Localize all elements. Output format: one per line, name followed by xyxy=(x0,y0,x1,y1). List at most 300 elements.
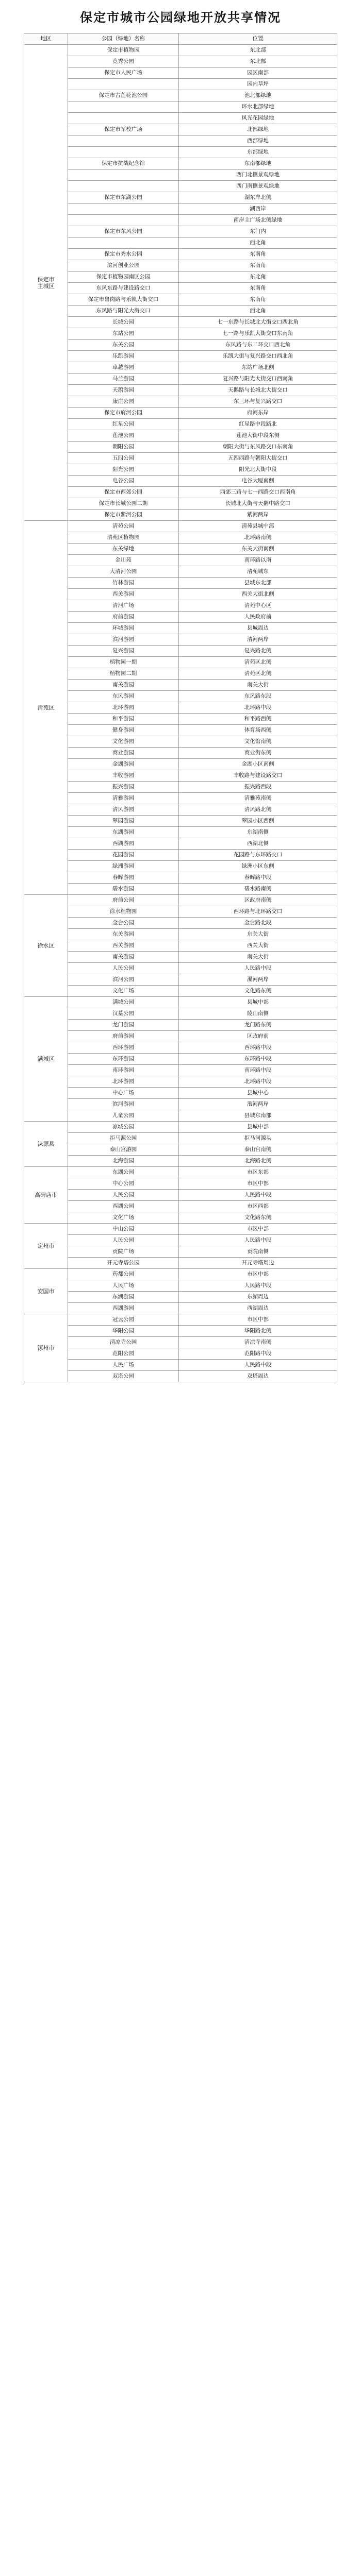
table-row xyxy=(24,986,337,997)
table-row xyxy=(24,90,337,101)
table-row xyxy=(24,532,337,544)
location-cell: 东南部绿地 xyxy=(179,158,337,170)
park-name-cell: 春晖游园 xyxy=(68,872,179,884)
location-cell: 市区中部 xyxy=(179,1314,337,1326)
park-name-cell: 滨河创业公园 xyxy=(68,260,179,272)
location-cell: 清风路北侧 xyxy=(179,804,337,816)
location-cell: 园区南部 xyxy=(179,67,337,79)
table-row xyxy=(24,317,337,328)
table-row xyxy=(24,782,337,793)
location-cell: 范阳路中段 xyxy=(179,1348,337,1360)
location-cell: 西郊三路与七一西路交口西南角 xyxy=(179,487,337,498)
location-cell: 清苑中心区 xyxy=(179,600,337,612)
table-row xyxy=(24,1156,337,1167)
location-cell: 清苑县城中部 xyxy=(179,521,337,532)
header-district: 地区 xyxy=(24,33,68,45)
table-row xyxy=(24,1337,337,1348)
location-cell: 清苑城东 xyxy=(179,566,337,578)
table-row xyxy=(24,1314,337,1326)
table-row xyxy=(24,566,337,578)
location-cell: 县城中部 xyxy=(179,1122,337,1133)
table-row xyxy=(24,1144,337,1156)
table-row xyxy=(24,770,337,782)
table-row xyxy=(24,589,337,600)
table-row xyxy=(24,838,337,850)
park-name-cell: 金台公园 xyxy=(68,918,179,929)
park-name-cell: 徐水植物园 xyxy=(68,906,179,918)
location-cell: 红星路中段路北 xyxy=(179,419,337,430)
park-name-cell: 大清河公园 xyxy=(68,566,179,578)
park-name-cell: 竹林游园 xyxy=(68,578,179,589)
location-cell: 清苑区北侧 xyxy=(179,668,337,680)
table-row xyxy=(24,1076,337,1088)
table-row xyxy=(24,272,337,283)
location-cell: 市区中部 xyxy=(179,1224,337,1235)
location-cell: 北海路北侧 xyxy=(179,1156,337,1167)
table-row xyxy=(24,238,337,249)
table-header-row xyxy=(24,33,337,45)
table-row xyxy=(24,1348,337,1360)
park-name-cell: 范阳公园 xyxy=(68,1348,179,1360)
park-name-cell: 保定市东湖公园 xyxy=(68,192,179,204)
park-name-cell: 滨河游园 xyxy=(68,634,179,646)
table-row xyxy=(24,340,337,351)
location-cell: 西湖北侧 xyxy=(179,838,337,850)
park-name-cell: 保定市抗战纪念馆 xyxy=(68,158,179,170)
park-name-cell: 西关游园 xyxy=(68,940,179,952)
park-name-cell: 西环游园 xyxy=(68,1042,179,1054)
park-name-cell xyxy=(68,101,179,113)
park-name-cell: 满城公园 xyxy=(68,997,179,1008)
park-name-cell: 保定市秀水公园 xyxy=(68,249,179,260)
park-name-cell: 儿童公园 xyxy=(68,1110,179,1122)
park-name-cell: 朝阳公园 xyxy=(68,442,179,453)
location-cell: 县城东北部 xyxy=(179,578,337,589)
location-cell: 碧水路南侧 xyxy=(179,884,337,895)
park-name-cell: 保定市鲁岗路与乐凯大街交口 xyxy=(68,294,179,306)
district-cell: 定州市 xyxy=(24,1224,68,1269)
location-cell: 丰收路与建设路交口 xyxy=(179,770,337,782)
park-name-cell: 和平游园 xyxy=(68,714,179,725)
location-cell: 东南角 xyxy=(179,283,337,294)
location-cell: 西湖周边 xyxy=(179,1303,337,1314)
park-name-cell: 西湖游园 xyxy=(68,1303,179,1314)
park-table-container xyxy=(24,33,337,1382)
park-name-cell xyxy=(68,147,179,158)
district-cell: 安国市 xyxy=(24,1269,68,1314)
table-row xyxy=(24,1292,337,1303)
location-cell: 区政府南侧 xyxy=(179,895,337,906)
location-cell: 园内草坪 xyxy=(179,79,337,90)
location-cell: 东北角 xyxy=(179,272,337,283)
location-cell: 北环路中段 xyxy=(179,702,337,714)
location-cell: 东环路中段 xyxy=(179,1054,337,1065)
park-name-cell: 冠云公园 xyxy=(68,1314,179,1326)
table-row xyxy=(24,1371,337,1382)
park-name-cell: 保定市古莲花池公园 xyxy=(68,90,179,101)
table-row xyxy=(24,204,337,215)
park-name-cell: 人民公园 xyxy=(68,1235,179,1246)
table-row xyxy=(24,147,337,158)
table-row xyxy=(24,170,337,181)
table-row xyxy=(24,1088,337,1099)
location-cell: 长城北大街与天鹅中路交口 xyxy=(179,498,337,510)
park-name-cell: 保定市植物园 xyxy=(68,45,179,56)
park-name-cell: 环城游园 xyxy=(68,623,179,634)
park-name-cell: 东关游园 xyxy=(68,929,179,940)
table-row xyxy=(24,408,337,419)
table-row xyxy=(24,1303,337,1314)
park-name-cell: 保定市长城公园二期 xyxy=(68,498,179,510)
location-cell: 瀑河两岸 xyxy=(179,974,337,986)
table-row xyxy=(24,884,337,895)
district-cell: 徐水区 xyxy=(24,895,68,997)
park-name-cell: 电谷公园 xyxy=(68,476,179,487)
table-row xyxy=(24,351,337,362)
park-name-cell: 中心公园 xyxy=(68,1178,179,1190)
location-cell: 天鹅路与长城北大街交口 xyxy=(179,385,337,396)
location-cell: 风光花园绿地 xyxy=(179,113,337,124)
location-cell: 清苑区北侧 xyxy=(179,657,337,668)
table-row xyxy=(24,1099,337,1110)
table-row xyxy=(24,906,337,918)
district-cell: 涞源县 xyxy=(24,1122,68,1167)
location-cell: 西门南侧景观绿地 xyxy=(179,181,337,192)
location-cell: 东南角 xyxy=(179,294,337,306)
location-cell: 南岸主广场北侧绿地 xyxy=(179,215,337,226)
location-cell: 南关大街 xyxy=(179,952,337,963)
table-row xyxy=(24,1042,337,1054)
district-cell: 满城区 xyxy=(24,997,68,1122)
park-name-cell: 长城公园 xyxy=(68,317,179,328)
location-cell: 清雅苑南侧 xyxy=(179,793,337,804)
table-row xyxy=(24,872,337,884)
park-name-cell: 康庄公园 xyxy=(68,396,179,408)
table-row xyxy=(24,294,337,306)
park-name-cell: 南关游园 xyxy=(68,680,179,691)
park-name-cell: 清苑公园 xyxy=(68,521,179,532)
park-name-cell: 碧水游园 xyxy=(68,884,179,895)
location-cell: 东南角 xyxy=(179,260,337,272)
park-table xyxy=(24,33,337,1382)
table-row xyxy=(24,498,337,510)
location-cell: 西环路中段 xyxy=(179,1042,337,1054)
park-name-cell: 马兰游园 xyxy=(68,374,179,385)
table-row xyxy=(24,1280,337,1292)
location-cell: 双塔周边 xyxy=(179,1371,337,1382)
park-name-cell: 保定市西郊公园 xyxy=(68,487,179,498)
location-cell: 市区西部 xyxy=(179,1201,337,1212)
park-name-cell: 南环游园 xyxy=(68,1065,179,1076)
location-cell: 和平路西侧 xyxy=(179,714,337,725)
park-name-cell: 西湖游园 xyxy=(68,838,179,850)
location-cell: 华阳路北侧 xyxy=(179,1326,337,1337)
table-row xyxy=(24,725,337,736)
park-name-cell: 府前游园 xyxy=(68,612,179,623)
park-name-cell: 双塔公园 xyxy=(68,1371,179,1382)
park-name-cell xyxy=(68,170,179,181)
table-row xyxy=(24,1201,337,1212)
location-cell: 紫河两岸 xyxy=(179,510,337,521)
park-name-cell: 贡院广场 xyxy=(68,1246,179,1258)
location-cell: 体育场西侧 xyxy=(179,725,337,736)
location-cell: 西环路与北环路交口 xyxy=(179,906,337,918)
location-cell: 泰山宫南侧 xyxy=(179,1144,337,1156)
park-name-cell: 保定市东风公园 xyxy=(68,226,179,238)
location-cell: 湖西岸 xyxy=(179,204,337,215)
location-cell: 府河东岸 xyxy=(179,408,337,419)
park-name-cell: 龙门游园 xyxy=(68,1020,179,1031)
park-name-cell: 华阳公园 xyxy=(68,1326,179,1337)
location-cell: 振兴路西段 xyxy=(179,782,337,793)
location-cell: 东站广场北侧 xyxy=(179,362,337,374)
location-cell: 北环路南侧 xyxy=(179,532,337,544)
table-row xyxy=(24,181,337,192)
park-name-cell: 东湖游园 xyxy=(68,1292,179,1303)
table-row xyxy=(24,1133,337,1144)
location-cell: 市区中部 xyxy=(179,1269,337,1280)
park-name-cell: 商业游园 xyxy=(68,748,179,759)
location-cell: 金湖小区南侧 xyxy=(179,759,337,770)
park-name-cell: 府前公园 xyxy=(68,895,179,906)
park-name-cell: 清风游园 xyxy=(68,804,179,816)
table-row xyxy=(24,67,337,79)
park-name-cell: 保定市紫河公园 xyxy=(68,510,179,521)
park-name-cell: 西湖公园 xyxy=(68,1201,179,1212)
location-cell: 电谷大厦南侧 xyxy=(179,476,337,487)
park-name-cell: 清雅游园 xyxy=(68,793,179,804)
location-cell: 西北角 xyxy=(179,238,337,249)
park-name-cell: 东关绿地 xyxy=(68,544,179,555)
park-name-cell: 东关公园 xyxy=(68,340,179,351)
table-row xyxy=(24,430,337,442)
park-name-cell: 中心广场 xyxy=(68,1088,179,1099)
table-row xyxy=(24,1212,337,1224)
park-name-cell: 绿洲游园 xyxy=(68,861,179,872)
table-row xyxy=(24,612,337,623)
location-cell: 东门内 xyxy=(179,226,337,238)
table-row xyxy=(24,1178,337,1190)
table-row xyxy=(24,861,337,872)
location-cell: 东关大街 xyxy=(179,929,337,940)
table-row xyxy=(24,306,337,317)
table-row xyxy=(24,793,337,804)
location-cell: 漕河两岸 xyxy=(179,1099,337,1110)
location-cell: 莲池大街中段东侧 xyxy=(179,430,337,442)
park-name-cell: 府前游园 xyxy=(68,1031,179,1042)
park-name-cell xyxy=(68,238,179,249)
park-name-cell: 金湖游园 xyxy=(68,759,179,770)
table-row xyxy=(24,555,337,566)
table-row xyxy=(24,816,337,827)
park-name-cell: 红星公园 xyxy=(68,419,179,430)
location-cell: 阳光北大街中段 xyxy=(179,464,337,476)
table-row xyxy=(24,827,337,838)
table-row xyxy=(24,578,337,589)
table-row xyxy=(24,1190,337,1201)
location-cell: 商业街东侧 xyxy=(179,748,337,759)
table-row xyxy=(24,396,337,408)
park-name-cell: 健身游园 xyxy=(68,725,179,736)
location-cell: 复兴路北侧 xyxy=(179,646,337,657)
table-row xyxy=(24,691,337,702)
location-cell: 东风路东段 xyxy=(179,691,337,702)
park-name-cell: 清河广场 xyxy=(68,600,179,612)
park-name-cell: 文化广场 xyxy=(68,986,179,997)
park-name-cell: 五四公园 xyxy=(68,453,179,464)
table-row xyxy=(24,1122,337,1133)
table-row xyxy=(24,124,337,135)
location-cell: 人民路中段 xyxy=(179,1360,337,1371)
park-name-cell: 竞秀公园 xyxy=(68,56,179,67)
location-cell: 人民路中段 xyxy=(179,963,337,974)
table-row xyxy=(24,283,337,294)
location-cell: 县城东南部 xyxy=(179,1110,337,1122)
park-name-cell xyxy=(68,181,179,192)
location-cell: 人民路中段 xyxy=(179,1280,337,1292)
location-cell: 开元寺塔周边 xyxy=(179,1258,337,1269)
location-cell: 东北部 xyxy=(179,45,337,56)
park-name-cell: 东风东路与建设路交口 xyxy=(68,283,179,294)
table-row xyxy=(24,1054,337,1065)
location-cell: 朝阳大街与东风路交口东南角 xyxy=(179,442,337,453)
table-row xyxy=(24,1360,337,1371)
park-name-cell: 东湖游园 xyxy=(68,827,179,838)
location-cell: 文化路东侧 xyxy=(179,986,337,997)
park-name-cell xyxy=(68,204,179,215)
park-name-cell: 莲池公园 xyxy=(68,430,179,442)
park-name-cell: 清苑区植物园 xyxy=(68,532,179,544)
table-row xyxy=(24,1235,337,1246)
park-name-cell: 植物园一期 xyxy=(68,657,179,668)
table-row xyxy=(24,442,337,453)
table-row xyxy=(24,464,337,476)
table-row xyxy=(24,1008,337,1020)
location-cell: 西关大街 xyxy=(179,940,337,952)
park-name-cell: 卓越游园 xyxy=(68,362,179,374)
location-cell: 春晖路中段 xyxy=(179,872,337,884)
park-name-cell: 阳光公园 xyxy=(68,464,179,476)
park-name-cell: 清凉寺公园 xyxy=(68,1337,179,1348)
table-row xyxy=(24,850,337,861)
park-name-cell: 东风游园 xyxy=(68,691,179,702)
park-name-cell: 人民广场 xyxy=(68,1360,179,1371)
park-name-cell: 复兴游园 xyxy=(68,646,179,657)
location-cell: 七一东路与长城北大街交口西北角 xyxy=(179,317,337,328)
table-row xyxy=(24,680,337,691)
park-name-cell: 花园游园 xyxy=(68,850,179,861)
table-row xyxy=(24,487,337,498)
table-body xyxy=(24,45,337,1382)
header-location: 位置 xyxy=(179,33,337,45)
table-row xyxy=(24,997,337,1008)
table-row xyxy=(24,963,337,974)
district-cell: 清苑区 xyxy=(24,521,68,895)
location-cell: 五四西路与朝阳大街交口 xyxy=(179,453,337,464)
table-row xyxy=(24,657,337,668)
location-cell: 乐凯大街与复兴路交口西北角 xyxy=(179,351,337,362)
table-row xyxy=(24,226,337,238)
location-cell: 南关大街 xyxy=(179,680,337,691)
park-name-cell: 滨河游园 xyxy=(68,1099,179,1110)
location-cell: 清河两岸 xyxy=(179,634,337,646)
table-row xyxy=(24,1031,337,1042)
park-name-cell xyxy=(68,135,179,147)
park-name-cell: 翠园游园 xyxy=(68,816,179,827)
park-name-cell: 乐凯游园 xyxy=(68,351,179,362)
park-name-cell: 文化游园 xyxy=(68,736,179,748)
location-cell: 翠园小区西侧 xyxy=(179,816,337,827)
location-cell: 池北部绿地 xyxy=(179,90,337,101)
park-name-cell: 植物园二期 xyxy=(68,668,179,680)
table-row xyxy=(24,600,337,612)
location-cell: 县城中部 xyxy=(179,997,337,1008)
table-row xyxy=(24,510,337,521)
district-cell: 保定市 主城区 xyxy=(24,45,68,521)
park-name-cell xyxy=(68,113,179,124)
table-row xyxy=(24,974,337,986)
location-cell: 环水北部绿地 xyxy=(179,101,337,113)
park-name-cell: 南关游园 xyxy=(68,952,179,963)
table-row xyxy=(24,759,337,770)
park-name-cell: 拒马源公园 xyxy=(68,1133,179,1144)
park-name-cell: 保定市人民广场 xyxy=(68,67,179,79)
location-cell: 南环路中段 xyxy=(179,1065,337,1076)
location-cell: 文化路东侧 xyxy=(179,1212,337,1224)
table-row xyxy=(24,895,337,906)
table-row xyxy=(24,952,337,963)
location-cell: 东三环与复兴路交口 xyxy=(179,396,337,408)
location-cell: 市区东部 xyxy=(179,1167,337,1178)
park-name-cell: 汉墓公园 xyxy=(68,1008,179,1020)
location-cell: 花园路与东环路交口 xyxy=(179,850,337,861)
park-name-cell: 东风路与阳光大街交口 xyxy=(68,306,179,317)
park-name-cell: 振兴游园 xyxy=(68,782,179,793)
park-name-cell: 东环游园 xyxy=(68,1054,179,1065)
location-cell: 西北角 xyxy=(179,306,337,317)
location-cell: 清凉寺南侧 xyxy=(179,1337,337,1348)
table-row xyxy=(24,940,337,952)
table-row xyxy=(24,362,337,374)
location-cell: 金台路北段 xyxy=(179,918,337,929)
table-row xyxy=(24,748,337,759)
location-cell: 西部绿地 xyxy=(179,135,337,147)
table-row xyxy=(24,158,337,170)
table-row xyxy=(24,135,337,147)
park-name-cell: 北环游园 xyxy=(68,1076,179,1088)
park-name-cell: 保定市府河公园 xyxy=(68,408,179,419)
location-cell: 龙门路东侧 xyxy=(179,1020,337,1031)
park-name-cell: 西关游园 xyxy=(68,589,179,600)
table-row xyxy=(24,476,337,487)
table-row xyxy=(24,623,337,634)
location-cell: 拒马河源头 xyxy=(179,1133,337,1144)
location-cell: 人民路中段 xyxy=(179,1190,337,1201)
park-name-cell: 保定市军校广场 xyxy=(68,124,179,135)
park-name-cell: 药都公园 xyxy=(68,1269,179,1280)
location-cell: 南环路以南 xyxy=(179,555,337,566)
location-cell: 陵山南侧 xyxy=(179,1008,337,1020)
table-row xyxy=(24,1020,337,1031)
table-row xyxy=(24,79,337,90)
location-cell: 县城中心 xyxy=(179,1088,337,1099)
table-row xyxy=(24,714,337,725)
location-cell: 西关大街北侧 xyxy=(179,589,337,600)
table-row xyxy=(24,56,337,67)
table-row xyxy=(24,929,337,940)
location-cell: 绿洲小区东侧 xyxy=(179,861,337,872)
table-row xyxy=(24,521,337,532)
